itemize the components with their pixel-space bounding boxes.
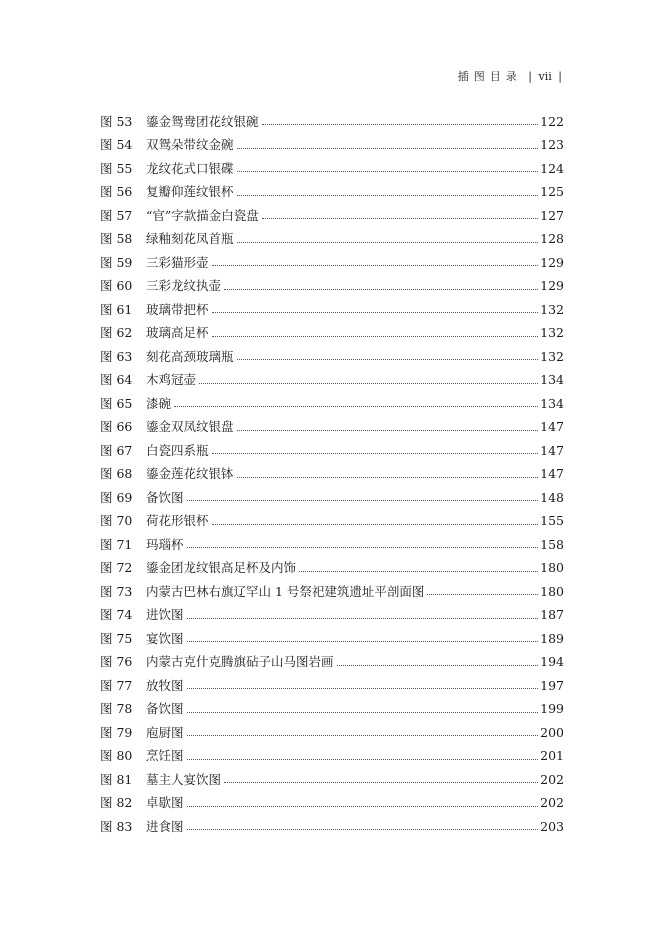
figure-number: 图 54 [100, 137, 133, 152]
dot-leader [237, 477, 539, 478]
figure-number: 图 77 [100, 677, 133, 693]
toc-entry [100, 392, 564, 416]
page-number: 199 [540, 701, 564, 716]
dot-leader [212, 524, 539, 525]
toc-entry [100, 674, 564, 698]
dot-leader [262, 124, 539, 125]
dot-leader [187, 547, 539, 548]
dot-leader [212, 312, 539, 313]
figure-title: 荷花形银杯 [146, 513, 209, 528]
figure-title: 白瓷四系瓶 [146, 442, 209, 458]
toc-entry [100, 345, 564, 369]
figure-number: 图 74 [100, 607, 133, 622]
figure-number: 图 72 [100, 560, 133, 575]
toc-entry [100, 275, 564, 299]
dot-leader [187, 759, 539, 760]
figure-title: 绿釉刻花凤首瓶 [146, 231, 234, 246]
figure-number: 图 76 [100, 654, 133, 669]
page-number: 132 [540, 325, 564, 340]
figure-title: 烹饪图 [146, 748, 184, 763]
figure-number: 图 78 [100, 701, 133, 716]
figure-title: 备饮图 [146, 701, 184, 716]
figure-title: 鎏金鸳鸯团花纹银碗 [146, 113, 259, 129]
page-number: 147 [540, 466, 564, 481]
toc-entry [100, 815, 564, 839]
dot-leader [337, 665, 539, 666]
figure-title: 进食图 [146, 818, 184, 834]
dot-leader [212, 336, 539, 337]
page-number: 129 [540, 254, 564, 270]
page-number: 202 [540, 771, 564, 787]
header-separator-right: | [558, 70, 562, 83]
page-number: 201 [540, 748, 564, 763]
running-header [458, 68, 565, 84]
toc-entry [100, 181, 564, 205]
dot-leader [187, 735, 539, 736]
figure-title: 卓歇图 [146, 795, 184, 810]
toc-entry [100, 369, 564, 393]
page-number: 147 [540, 442, 564, 458]
page-number: 129 [540, 278, 564, 293]
figure-number: 图 61 [100, 301, 133, 317]
page-number: 202 [540, 795, 564, 810]
page-number: 200 [540, 724, 564, 740]
figure-title: 鎏金双凤纹银盘 [146, 419, 234, 434]
dot-leader [237, 195, 539, 196]
toc-entry [100, 510, 564, 534]
dot-leader [299, 571, 538, 572]
page-number: 134 [540, 372, 564, 387]
dot-leader [174, 406, 538, 407]
toc-entry [100, 580, 564, 604]
figure-number: 图 83 [100, 818, 133, 834]
figure-title: 玛瑙杯 [146, 536, 184, 552]
figure-title: 漆碗 [146, 395, 172, 411]
figure-title: 内蒙古巴林右旗辽罕山 1 号祭祀建筑遗址平剖面图 [146, 583, 425, 599]
toc-entry [100, 416, 564, 440]
toc-entry [100, 251, 564, 275]
figure-title: 龙纹花式口银碟 [146, 160, 234, 176]
toc-entry [100, 604, 564, 628]
figure-number: 图 62 [100, 325, 133, 340]
figure-number: 图 69 [100, 489, 133, 505]
toc-entry [100, 768, 564, 792]
figure-title: 进饮图 [146, 607, 184, 622]
figure-number: 图 67 [100, 442, 133, 458]
dot-leader [212, 265, 539, 266]
toc-entry [100, 557, 564, 581]
figure-number: 图 82 [100, 795, 133, 810]
toc-entry [100, 228, 564, 252]
figure-title: 玻璃高足杯 [146, 325, 209, 340]
figure-title: 放牧图 [146, 677, 184, 693]
figure-title: 三彩龙纹执壶 [146, 278, 222, 293]
page-number: 197 [540, 677, 564, 693]
figure-number: 图 81 [100, 771, 133, 787]
dot-leader [187, 829, 539, 830]
figure-title: “官”字款描金白瓷盘 [146, 207, 259, 223]
toc-entry [100, 322, 564, 346]
page-number: 134 [540, 395, 564, 411]
figure-number: 图 60 [100, 278, 133, 293]
page-number: 180 [540, 583, 564, 599]
page-number: 132 [540, 301, 564, 317]
toc-entry [100, 134, 564, 158]
page-number: 194 [540, 654, 564, 669]
dot-leader [237, 430, 539, 431]
figure-title: 庖厨图 [146, 724, 184, 740]
dot-leader [237, 171, 539, 172]
dot-leader [224, 782, 538, 783]
figure-title: 鎏金团龙纹银高足杯及内饰 [146, 560, 297, 575]
figure-number: 图 65 [100, 395, 133, 411]
toc-entry [100, 157, 564, 181]
dot-leader [237, 242, 539, 243]
toc-entry [100, 463, 564, 487]
dot-leader [187, 688, 539, 689]
figure-title: 内蒙古克什克腾旗砧子山马图岩画 [146, 654, 334, 669]
header-page-number: vii [538, 70, 552, 83]
figure-title: 三彩猫形壶 [146, 254, 209, 270]
dot-leader [262, 218, 538, 219]
dot-leader [199, 383, 538, 384]
page-number: 128 [540, 231, 564, 246]
page-number: 124 [540, 160, 564, 176]
page-number: 189 [540, 630, 564, 646]
toc-entry [100, 721, 564, 745]
figure-list [100, 110, 564, 839]
figure-number: 图 66 [100, 419, 133, 434]
figure-number: 图 80 [100, 748, 133, 763]
dot-leader [427, 594, 538, 595]
toc-entry [100, 745, 564, 769]
figure-number: 图 55 [100, 160, 133, 176]
page-number: 155 [540, 513, 564, 528]
page-number: 187 [540, 607, 564, 622]
figure-title: 墓主人宴饮图 [146, 771, 222, 787]
page-number: 158 [540, 536, 564, 552]
page-number: 132 [540, 348, 564, 364]
figure-title: 木鸡冠壶 [146, 372, 197, 387]
figure-number: 图 75 [100, 630, 133, 646]
page-number: 180 [540, 560, 564, 575]
figure-number: 图 64 [100, 372, 133, 387]
dot-leader [187, 641, 539, 642]
dot-leader [187, 712, 539, 713]
toc-entry [100, 698, 564, 722]
page-number: 147 [540, 419, 564, 434]
page-number: 148 [540, 489, 564, 505]
figure-title: 双鸳朵带纹金碗 [146, 137, 234, 152]
toc-entry [100, 298, 564, 322]
figure-title: 玻璃带把杯 [146, 301, 209, 317]
page-number: 122 [540, 113, 564, 129]
figure-title: 宴饮图 [146, 630, 184, 646]
dot-leader [237, 359, 539, 360]
figure-number: 图 79 [100, 724, 133, 740]
header-title: 插图目录 [457, 70, 522, 83]
figure-number: 图 53 [100, 113, 133, 129]
toc-entry [100, 439, 564, 463]
toc-entry [100, 204, 564, 228]
figure-number: 图 73 [100, 583, 133, 599]
page-number: 127 [540, 207, 564, 223]
figure-number: 图 71 [100, 536, 133, 552]
toc-entry [100, 486, 564, 510]
toc-entry [100, 651, 564, 675]
toc-entry [100, 533, 564, 557]
figure-number: 图 59 [100, 254, 133, 270]
figure-number: 图 68 [100, 466, 133, 481]
dot-leader [187, 806, 539, 807]
dot-leader [187, 500, 539, 501]
toc-entry [100, 627, 564, 651]
page-number: 125 [540, 184, 564, 199]
figure-number: 图 70 [100, 513, 133, 528]
dot-leader [187, 618, 539, 619]
figure-title: 复瓣仰莲纹银杯 [146, 184, 234, 199]
figure-number: 图 56 [100, 184, 133, 199]
toc-entry [100, 110, 564, 134]
figure-title: 刻花高颈玻璃瓶 [146, 348, 234, 364]
toc-entry [100, 792, 564, 816]
figure-number: 图 57 [100, 207, 133, 223]
dot-leader [224, 289, 538, 290]
page-number: 203 [540, 818, 564, 834]
figure-title: 鎏金莲花纹银钵 [146, 466, 234, 481]
page-number: 123 [540, 137, 564, 152]
figure-number: 图 63 [100, 348, 133, 364]
dot-leader [237, 148, 539, 149]
header-separator-left: | [528, 70, 533, 83]
figure-number: 图 58 [100, 231, 133, 246]
figure-title: 备饮图 [146, 489, 184, 505]
dot-leader [212, 453, 539, 454]
